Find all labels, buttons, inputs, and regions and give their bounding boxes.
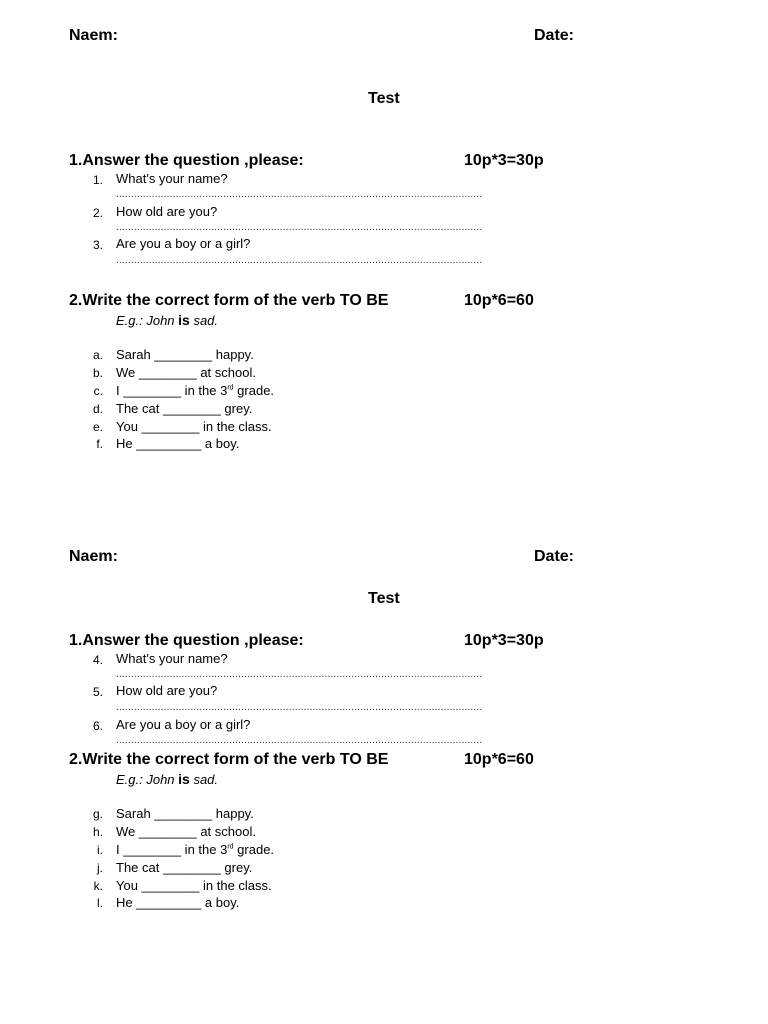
item-letter: f. [96,437,103,451]
fill-item: Sarah ________ happy. [116,806,254,821]
fill-item: He _________ a boy. [116,895,240,910]
question-text: How old are you? [116,204,218,219]
name-label: Naem: [69,548,118,565]
section1-heading: 1.Answer the question ,please: [69,152,304,169]
question-number: 3. [92,238,103,252]
answer-line[interactable]: ........................................................................................................................... [116,669,483,680]
question-text: Are you a boy or a girl? [116,717,251,732]
answer-line[interactable]: ........................................................................................................................... [116,702,483,713]
section1-heading: 1.Answer the question ,please: [69,632,304,649]
question-number: 4. [92,653,103,667]
item-letter: d. [92,402,103,416]
fill-item: Sarah ________ happy. [116,347,254,362]
item-letter: l. [97,896,103,910]
question-number: 1. [92,173,103,187]
question-text: Are you a boy or a girl? [116,236,251,251]
fill-item: We ________ at school. [116,824,256,839]
section2-heading: 2.Write the correct form of the verb TO BE [69,751,389,768]
item-letter: h. [92,825,103,839]
fill-item: You ________ in the class. [116,419,272,434]
section2-points: 10p*6=60 [464,292,534,309]
question-number: 5. [92,685,103,699]
item-letter: j. [97,861,103,875]
question-text: How old are you? [116,683,218,698]
answer-line[interactable]: ........................................................................................................................... [116,222,483,233]
item-letter: b. [92,366,103,380]
fill-item: We ________ at school. [116,365,256,380]
section1-points: 10p*3=30p [464,152,544,169]
fill-item: He _________ a boy. [116,436,240,451]
fill-item: The cat ________ grey. [116,401,253,416]
answer-line[interactable]: ........................................................................................................................... [116,189,483,200]
item-letter: i. [97,843,103,857]
question-number: 2. [92,206,103,220]
date-label: Date: [534,27,575,44]
fill-item: The cat ________ grey. [116,860,253,875]
page-title: Test [368,590,400,607]
item-letter: e. [92,420,103,434]
fill-item: I ________ in the 3rd grade. [116,842,275,857]
answer-line[interactable]: ........................................................................................................................... [116,255,483,266]
example-sentence: E.g.: John is sad. [116,771,219,787]
item-letter: g. [92,807,103,821]
item-letter: k. [93,879,103,893]
question-number: 6. [92,719,103,733]
name-label: Naem: [69,27,118,44]
question-text: What's your name? [116,651,228,666]
date-label: Date: [534,548,575,565]
page-title: Test [368,90,400,107]
example-sentence: E.g.: John is sad. [116,312,219,328]
fill-item: I ________ in the 3rd grade. [116,383,275,398]
item-letter: a. [92,348,103,362]
section2-heading: 2.Write the correct form of the verb TO BE [69,292,389,309]
answer-line[interactable]: ........................................................................................................................... [116,735,483,746]
item-letter: c. [93,384,103,398]
section1-points: 10p*3=30p [464,632,544,649]
question-text: What's your name? [116,171,228,186]
section2-points: 10p*6=60 [464,751,534,768]
fill-item: You ________ in the class. [116,878,272,893]
